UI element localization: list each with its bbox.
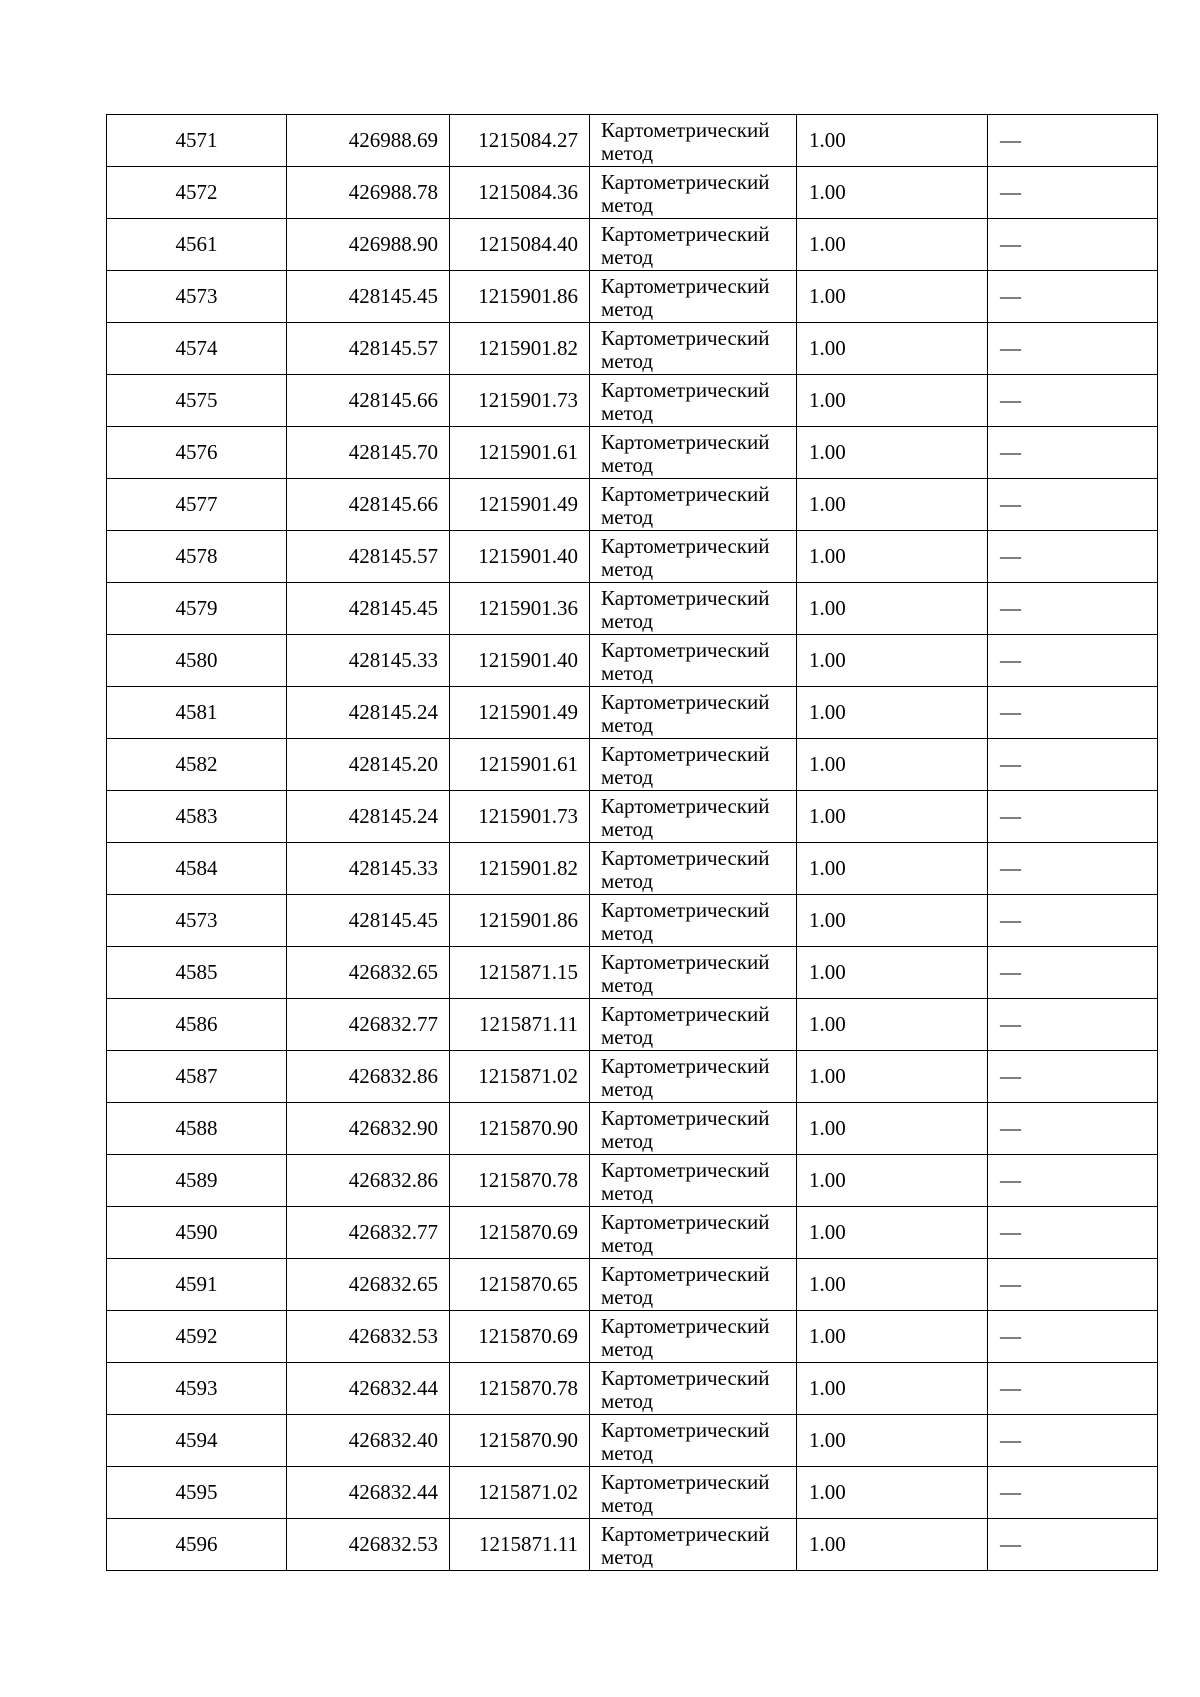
table-row [107, 1467, 1158, 1519]
method-line-2: метод [601, 193, 654, 217]
accuracy-cell: 1.00 [797, 1519, 988, 1571]
x-coordinate-cell: 426832.40 [287, 1415, 450, 1467]
accuracy-cell: 1.00 [797, 167, 988, 219]
description-cell: — [988, 1415, 1158, 1467]
x-coordinate-cell: 426988.90 [287, 219, 450, 271]
accuracy-cell: 1.00 [797, 895, 988, 947]
y-coordinate-cell: 1215871.15 [450, 947, 590, 999]
method-line-1: Картометрический [601, 1158, 770, 1182]
table-row [107, 167, 1158, 219]
x-coordinate-cell: 426832.77 [287, 999, 450, 1051]
method-line-2: метод [601, 765, 654, 789]
method-line-2: метод [601, 817, 654, 841]
method-cell [590, 687, 797, 739]
x-coordinate-cell: 426832.44 [287, 1363, 450, 1415]
x-coordinate-cell: 428145.66 [287, 375, 450, 427]
point-number-cell: 4595 [107, 1467, 287, 1519]
method-line-1: Картометрический [601, 274, 770, 298]
point-number-cell: 4586 [107, 999, 287, 1051]
point-number-cell: 4587 [107, 1051, 287, 1103]
y-coordinate-cell: 1215901.61 [450, 739, 590, 791]
y-coordinate-cell: 1215901.86 [450, 271, 590, 323]
method-cell [590, 531, 797, 583]
table-row [107, 947, 1158, 999]
method-cell [590, 1363, 797, 1415]
accuracy-cell: 1.00 [797, 427, 988, 479]
method-cell [590, 375, 797, 427]
description-cell: — [988, 947, 1158, 999]
method-line-1: Картометрический [601, 1522, 770, 1546]
accuracy-cell: 1.00 [797, 271, 988, 323]
description-cell: — [988, 323, 1158, 375]
method-line-1: Картометрический [601, 1418, 770, 1442]
y-coordinate-cell: 1215901.73 [450, 375, 590, 427]
method-line-1: Картометрический [601, 326, 770, 350]
accuracy-cell: 1.00 [797, 1311, 988, 1363]
accuracy-cell: 1.00 [797, 1207, 988, 1259]
method-line-1: Картометрический [601, 170, 770, 194]
method-cell [590, 1259, 797, 1311]
method-line-1: Картометрический [601, 1470, 770, 1494]
accuracy-cell: 1.00 [797, 1051, 988, 1103]
point-number-cell: 4581 [107, 687, 287, 739]
method-cell [590, 739, 797, 791]
method-line-2: метод [601, 1181, 654, 1205]
accuracy-cell: 1.00 [797, 1363, 988, 1415]
point-number-cell: 4571 [107, 115, 287, 167]
description-cell: — [988, 531, 1158, 583]
y-coordinate-cell: 1215870.65 [450, 1259, 590, 1311]
method-cell [590, 791, 797, 843]
method-line-1: Картометрический [601, 898, 770, 922]
point-number-cell: 4575 [107, 375, 287, 427]
accuracy-cell: 1.00 [797, 531, 988, 583]
y-coordinate-cell: 1215084.40 [450, 219, 590, 271]
y-coordinate-cell: 1215871.02 [450, 1051, 590, 1103]
method-line-2: метод [601, 245, 654, 269]
description-cell: — [988, 895, 1158, 947]
method-line-1: Картометрический [601, 846, 770, 870]
description-cell: — [988, 687, 1158, 739]
y-coordinate-cell: 1215870.78 [450, 1363, 590, 1415]
accuracy-cell: 1.00 [797, 219, 988, 271]
method-line-2: метод [601, 141, 654, 165]
method-line-2: метод [601, 713, 654, 737]
table-row [107, 115, 1158, 167]
table-row [107, 1207, 1158, 1259]
method-cell [590, 1207, 797, 1259]
method-line-2: метод [601, 1233, 654, 1257]
point-number-cell: 4583 [107, 791, 287, 843]
method-line-2: метод [601, 1337, 654, 1361]
table-row [107, 1051, 1158, 1103]
method-line-2: метод [601, 973, 654, 997]
x-coordinate-cell: 426832.65 [287, 947, 450, 999]
description-cell: — [988, 1519, 1158, 1571]
method-line-2: метод [601, 1545, 654, 1569]
method-line-2: метод [601, 1389, 654, 1413]
x-coordinate-cell: 426832.53 [287, 1311, 450, 1363]
accuracy-cell: 1.00 [797, 843, 988, 895]
method-cell [590, 999, 797, 1051]
method-cell [590, 271, 797, 323]
description-cell: — [988, 583, 1158, 635]
x-coordinate-cell: 426832.53 [287, 1519, 450, 1571]
y-coordinate-cell: 1215870.69 [450, 1311, 590, 1363]
x-coordinate-cell: 428145.70 [287, 427, 450, 479]
method-line-1: Картометрический [601, 378, 770, 402]
method-cell [590, 1051, 797, 1103]
method-line-2: метод [601, 349, 654, 373]
accuracy-cell: 1.00 [797, 1415, 988, 1467]
table-row [107, 219, 1158, 271]
method-cell [590, 323, 797, 375]
y-coordinate-cell: 1215084.36 [450, 167, 590, 219]
x-coordinate-cell: 428145.20 [287, 739, 450, 791]
method-cell [590, 1415, 797, 1467]
method-line-1: Картометрический [601, 1314, 770, 1338]
description-cell: — [988, 739, 1158, 791]
x-coordinate-cell: 426832.65 [287, 1259, 450, 1311]
y-coordinate-cell: 1215871.11 [450, 1519, 590, 1571]
y-coordinate-cell: 1215901.49 [450, 479, 590, 531]
method-line-1: Картометрический [601, 430, 770, 454]
y-coordinate-cell: 1215901.82 [450, 323, 590, 375]
x-coordinate-cell: 428145.66 [287, 479, 450, 531]
method-line-2: метод [601, 921, 654, 945]
accuracy-cell: 1.00 [797, 115, 988, 167]
accuracy-cell: 1.00 [797, 583, 988, 635]
accuracy-cell: 1.00 [797, 323, 988, 375]
x-coordinate-cell: 428145.33 [287, 635, 450, 687]
x-coordinate-cell: 428145.45 [287, 271, 450, 323]
description-cell: — [988, 115, 1158, 167]
coordinates-table-body [107, 115, 1158, 1571]
method-cell [590, 1103, 797, 1155]
y-coordinate-cell: 1215901.36 [450, 583, 590, 635]
method-cell [590, 635, 797, 687]
method-line-1: Картометрический [601, 794, 770, 818]
table-row [107, 1519, 1158, 1571]
method-cell [590, 1311, 797, 1363]
accuracy-cell: 1.00 [797, 999, 988, 1051]
method-line-2: метод [601, 401, 654, 425]
accuracy-cell: 1.00 [797, 791, 988, 843]
point-number-cell: 4580 [107, 635, 287, 687]
accuracy-cell: 1.00 [797, 947, 988, 999]
y-coordinate-cell: 1215870.69 [450, 1207, 590, 1259]
y-coordinate-cell: 1215901.82 [450, 843, 590, 895]
table-row [107, 375, 1158, 427]
method-line-1: Картометрический [601, 222, 770, 246]
description-cell: — [988, 167, 1158, 219]
method-cell [590, 947, 797, 999]
point-number-cell: 4585 [107, 947, 287, 999]
method-line-1: Картометрический [601, 690, 770, 714]
y-coordinate-cell: 1215901.40 [450, 635, 590, 687]
x-coordinate-cell: 428145.57 [287, 531, 450, 583]
accuracy-cell: 1.00 [797, 1259, 988, 1311]
y-coordinate-cell: 1215901.73 [450, 791, 590, 843]
y-coordinate-cell: 1215084.27 [450, 115, 590, 167]
x-coordinate-cell: 428145.45 [287, 895, 450, 947]
point-number-cell: 4592 [107, 1311, 287, 1363]
point-number-cell: 4596 [107, 1519, 287, 1571]
method-line-2: метод [601, 505, 654, 529]
point-number-cell: 4584 [107, 843, 287, 895]
point-number-cell: 4577 [107, 479, 287, 531]
method-cell [590, 895, 797, 947]
method-cell [590, 479, 797, 531]
description-cell: — [988, 1259, 1158, 1311]
method-line-1: Картометрический [601, 586, 770, 610]
point-number-cell: 4591 [107, 1259, 287, 1311]
x-coordinate-cell: 428145.24 [287, 791, 450, 843]
method-line-2: метод [601, 1025, 654, 1049]
accuracy-cell: 1.00 [797, 1467, 988, 1519]
method-line-1: Картометрический [601, 950, 770, 974]
method-line-2: метод [601, 1077, 654, 1101]
table-row [107, 739, 1158, 791]
method-line-2: метод [601, 1285, 654, 1309]
accuracy-cell: 1.00 [797, 739, 988, 791]
y-coordinate-cell: 1215901.61 [450, 427, 590, 479]
y-coordinate-cell: 1215901.40 [450, 531, 590, 583]
point-number-cell: 4589 [107, 1155, 287, 1207]
point-number-cell: 4593 [107, 1363, 287, 1415]
method-line-2: метод [601, 661, 654, 685]
method-cell [590, 583, 797, 635]
point-number-cell: 4594 [107, 1415, 287, 1467]
point-number-cell: 4574 [107, 323, 287, 375]
method-cell [590, 1519, 797, 1571]
y-coordinate-cell: 1215870.90 [450, 1415, 590, 1467]
method-cell [590, 167, 797, 219]
method-line-2: метод [601, 869, 654, 893]
y-coordinate-cell: 1215870.90 [450, 1103, 590, 1155]
method-line-1: Картометрический [601, 1210, 770, 1234]
description-cell: — [988, 1207, 1158, 1259]
x-coordinate-cell: 428145.33 [287, 843, 450, 895]
point-number-cell: 4588 [107, 1103, 287, 1155]
table-row [107, 1311, 1158, 1363]
method-cell [590, 115, 797, 167]
x-coordinate-cell: 426832.86 [287, 1051, 450, 1103]
description-cell: — [988, 271, 1158, 323]
point-number-cell: 4573 [107, 271, 287, 323]
method-line-2: метод [601, 1493, 654, 1517]
method-line-2: метод [601, 1441, 654, 1465]
x-coordinate-cell: 428145.57 [287, 323, 450, 375]
table-row [107, 1415, 1158, 1467]
table-row [107, 791, 1158, 843]
method-cell [590, 427, 797, 479]
coordinates-table [106, 114, 1158, 1571]
description-cell: — [988, 1363, 1158, 1415]
description-cell: — [988, 1311, 1158, 1363]
method-line-1: Картометрический [601, 1106, 770, 1130]
description-cell: — [988, 219, 1158, 271]
point-number-cell: 4573 [107, 895, 287, 947]
y-coordinate-cell: 1215901.49 [450, 687, 590, 739]
table-row [107, 271, 1158, 323]
description-cell: — [988, 1103, 1158, 1155]
accuracy-cell: 1.00 [797, 1103, 988, 1155]
x-coordinate-cell: 426988.69 [287, 115, 450, 167]
description-cell: — [988, 1155, 1158, 1207]
x-coordinate-cell: 426832.44 [287, 1467, 450, 1519]
description-cell: — [988, 1051, 1158, 1103]
method-cell [590, 843, 797, 895]
table-row [107, 427, 1158, 479]
description-cell: — [988, 635, 1158, 687]
table-row [107, 1363, 1158, 1415]
point-number-cell: 4579 [107, 583, 287, 635]
table-row [107, 895, 1158, 947]
accuracy-cell: 1.00 [797, 687, 988, 739]
table-row [107, 323, 1158, 375]
method-line-1: Картометрический [601, 1054, 770, 1078]
method-line-2: метод [601, 1129, 654, 1153]
description-cell: — [988, 999, 1158, 1051]
method-cell [590, 1155, 797, 1207]
method-line-2: метод [601, 609, 654, 633]
accuracy-cell: 1.00 [797, 1155, 988, 1207]
method-line-1: Картометрический [601, 1366, 770, 1390]
accuracy-cell: 1.00 [797, 635, 988, 687]
description-cell: — [988, 791, 1158, 843]
method-line-1: Картометрический [601, 1002, 770, 1026]
method-line-1: Картометрический [601, 742, 770, 766]
x-coordinate-cell: 426988.78 [287, 167, 450, 219]
table-row [107, 687, 1158, 739]
table-row [107, 1259, 1158, 1311]
method-line-2: метод [601, 297, 654, 321]
point-number-cell: 4582 [107, 739, 287, 791]
description-cell: — [988, 375, 1158, 427]
description-cell: — [988, 1467, 1158, 1519]
table-row [107, 999, 1158, 1051]
y-coordinate-cell: 1215871.11 [450, 999, 590, 1051]
description-cell: — [988, 479, 1158, 531]
table-row [107, 583, 1158, 635]
x-coordinate-cell: 426832.77 [287, 1207, 450, 1259]
table-row [107, 1103, 1158, 1155]
x-coordinate-cell: 428145.24 [287, 687, 450, 739]
table-row [107, 843, 1158, 895]
table-row [107, 1155, 1158, 1207]
table-row [107, 635, 1158, 687]
description-cell: — [988, 843, 1158, 895]
point-number-cell: 4590 [107, 1207, 287, 1259]
accuracy-cell: 1.00 [797, 479, 988, 531]
method-line-2: метод [601, 453, 654, 477]
point-number-cell: 4561 [107, 219, 287, 271]
method-line-1: Картометрический [601, 1262, 770, 1286]
accuracy-cell: 1.00 [797, 375, 988, 427]
method-line-1: Картометрический [601, 482, 770, 506]
method-line-1: Картометрический [601, 118, 770, 142]
method-cell [590, 219, 797, 271]
y-coordinate-cell: 1215870.78 [450, 1155, 590, 1207]
method-line-2: метод [601, 557, 654, 581]
description-cell: — [988, 427, 1158, 479]
y-coordinate-cell: 1215901.86 [450, 895, 590, 947]
x-coordinate-cell: 428145.45 [287, 583, 450, 635]
method-cell [590, 1467, 797, 1519]
point-number-cell: 4572 [107, 167, 287, 219]
point-number-cell: 4578 [107, 531, 287, 583]
point-number-cell: 4576 [107, 427, 287, 479]
y-coordinate-cell: 1215871.02 [450, 1467, 590, 1519]
table-row [107, 531, 1158, 583]
method-line-1: Картометрический [601, 534, 770, 558]
table-row [107, 479, 1158, 531]
x-coordinate-cell: 426832.90 [287, 1103, 450, 1155]
x-coordinate-cell: 426832.86 [287, 1155, 450, 1207]
method-line-1: Картометрический [601, 638, 770, 662]
